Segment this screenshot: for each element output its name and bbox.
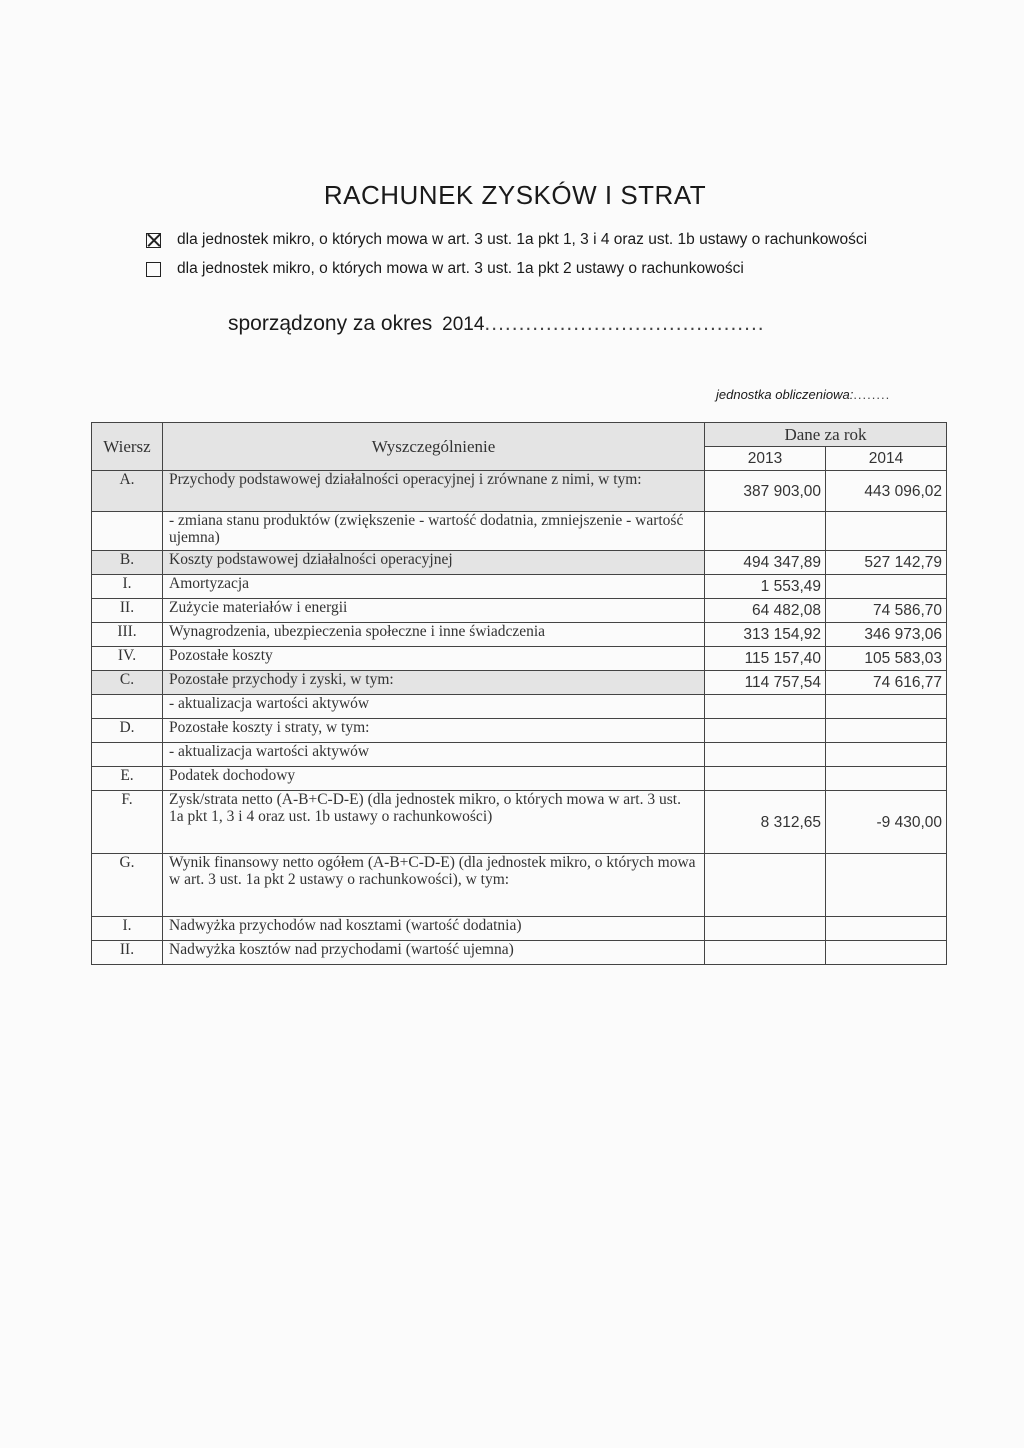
- table-row: [92, 512, 947, 551]
- row-code: II.: [92, 599, 163, 623]
- period-value: 2014: [442, 314, 485, 335]
- header-dane-za-rok: Dane za rok: [705, 423, 947, 447]
- value-2013: [705, 719, 826, 743]
- value-2013: 387 903,00: [705, 471, 826, 512]
- value-2014: [826, 941, 947, 965]
- row-code: E.: [92, 767, 163, 791]
- value-2014: [826, 743, 947, 767]
- value-2014: [826, 854, 947, 917]
- value-2013: 313 154,92: [705, 623, 826, 647]
- row-description: Zysk/strata netto (A-B+C-D-E) (dla jednostek mikro, o których mowa w art. 3 ust. 1a pkt 1, 3 i 4 oraz ust. 1b ustawy o rachunkowości): [163, 791, 705, 854]
- income-statement-table: [91, 422, 947, 965]
- value-2013: [705, 512, 826, 551]
- table-row: [92, 743, 947, 767]
- table-body: [92, 471, 947, 965]
- period-label: sporządzony za okres: [228, 312, 433, 335]
- value-2013: [705, 695, 826, 719]
- value-2013: 115 157,40: [705, 647, 826, 671]
- value-2013: [705, 941, 826, 965]
- value-2014: [826, 512, 947, 551]
- checkbox-checked-icon[interactable]: [146, 233, 161, 248]
- option-label: dla jednostek mikro, o których mowa w art. 3 ust. 1a pkt 1, 3 i 4 oraz ust. 1b ustawy o rachunkowości: [177, 231, 868, 248]
- table-row: [92, 791, 947, 854]
- row-description: - aktualizacja wartości aktywów: [163, 743, 705, 767]
- value-2014: 346 973,06: [826, 623, 947, 647]
- unit-label: jednostka obliczeniowa:: [716, 387, 854, 402]
- row-code: D.: [92, 719, 163, 743]
- value-2014: 74 586,70: [826, 599, 947, 623]
- row-code: C.: [92, 671, 163, 695]
- row-description: Nadwyżka kosztów nad przychodami (wartość ujemna): [163, 941, 705, 965]
- table-row: [92, 623, 947, 647]
- checkbox-unchecked-icon[interactable]: [146, 262, 161, 277]
- row-description: Pozostałe koszty: [163, 647, 705, 671]
- header-wiersz: Wiersz: [92, 423, 163, 471]
- table-row: [92, 647, 947, 671]
- row-description: Koszty podstawowej działalności operacyjnej: [163, 551, 705, 575]
- row-code: [92, 695, 163, 719]
- table-row: [92, 695, 947, 719]
- value-2013: [705, 917, 826, 941]
- row-code: [92, 743, 163, 767]
- value-2013: 494 347,89: [705, 551, 826, 575]
- value-2014: 443 096,02: [826, 471, 947, 512]
- row-code: A.: [92, 471, 163, 512]
- option-label: dla jednostek mikro, o których mowa w art. 3 ust. 1a pkt 2 ustawy o rachunkowości: [177, 260, 744, 277]
- row-description: - aktualizacja wartości aktywów: [163, 695, 705, 719]
- period-line: [228, 312, 765, 336]
- row-description: Wynik finansowy netto ogółem (A-B+C-D-E) (dla jednostek mikro, o których mowa w art. 3 ust. 1a pkt 2 ustawy o rachunkowości), w tym:: [163, 854, 705, 917]
- value-2013: 114 757,54: [705, 671, 826, 695]
- row-code: II.: [92, 941, 163, 965]
- table-row: [92, 551, 947, 575]
- row-description: Nadwyżka przychodów nad kosztami (wartość dodatnia): [163, 917, 705, 941]
- table-row: [92, 719, 947, 743]
- value-2014: 74 616,77: [826, 671, 947, 695]
- table-row: [92, 767, 947, 791]
- row-code: F.: [92, 791, 163, 854]
- row-description: Zużycie materiałów i energii: [163, 599, 705, 623]
- row-code: B.: [92, 551, 163, 575]
- table-row: [92, 471, 947, 512]
- row-description: Podatek dochodowy: [163, 767, 705, 791]
- value-2013: 1 553,49: [705, 575, 826, 599]
- row-code: [92, 512, 163, 551]
- value-2014: [826, 767, 947, 791]
- value-2014: [826, 695, 947, 719]
- table-row: [92, 599, 947, 623]
- table-row: [92, 671, 947, 695]
- value-2013: 8 312,65: [705, 791, 826, 854]
- table-row: [92, 941, 947, 965]
- row-description: - zmiana stanu produktów (zwiększenie - wartość dodatnia, zmniejszenie - wartość ujemna): [163, 512, 705, 551]
- row-code: G.: [92, 854, 163, 917]
- value-2013: [705, 767, 826, 791]
- row-code: III.: [92, 623, 163, 647]
- row-description: Amortyzacja: [163, 575, 705, 599]
- value-2014: [826, 917, 947, 941]
- row-description: Wynagrodzenia, ubezpieczenia społeczne i inne świadczenia: [163, 623, 705, 647]
- unit-dots: ........: [853, 387, 891, 402]
- document-title: RACHUNEK ZYSKÓW I STRAT: [323, 180, 707, 210]
- row-code: I.: [92, 575, 163, 599]
- header-wyszczegolnienie: Wyszczególnienie: [163, 423, 705, 471]
- header-year-2014: 2014: [826, 447, 947, 471]
- row-description: Pozostałe koszty i straty, w tym:: [163, 719, 705, 743]
- row-code: IV.: [92, 647, 163, 671]
- unit-line: [716, 387, 890, 402]
- option-micro-pkt-2[interactable]: [146, 260, 744, 278]
- row-description: Pozostałe przychody i zyski, w tym:: [163, 671, 705, 695]
- table-row: [92, 575, 947, 599]
- period-dots: .........................................: [484, 312, 765, 335]
- header-year-2013: 2013: [705, 447, 826, 471]
- value-2013: [705, 743, 826, 767]
- value-2014: [826, 575, 947, 599]
- row-code: I.: [92, 917, 163, 941]
- table-row: [92, 854, 947, 917]
- value-2014: [826, 719, 947, 743]
- value-2013: [705, 854, 826, 917]
- value-2013: 64 482,08: [705, 599, 826, 623]
- value-2014: 105 583,03: [826, 647, 947, 671]
- value-2014: -9 430,00: [826, 791, 947, 854]
- row-description: Przychody podstawowej działalności operacyjnej i zrównane z nimi, w tym:: [163, 471, 705, 512]
- option-micro-pkt-1-3-4[interactable]: [146, 231, 867, 249]
- table-row: [92, 917, 947, 941]
- value-2014: 527 142,79: [826, 551, 947, 575]
